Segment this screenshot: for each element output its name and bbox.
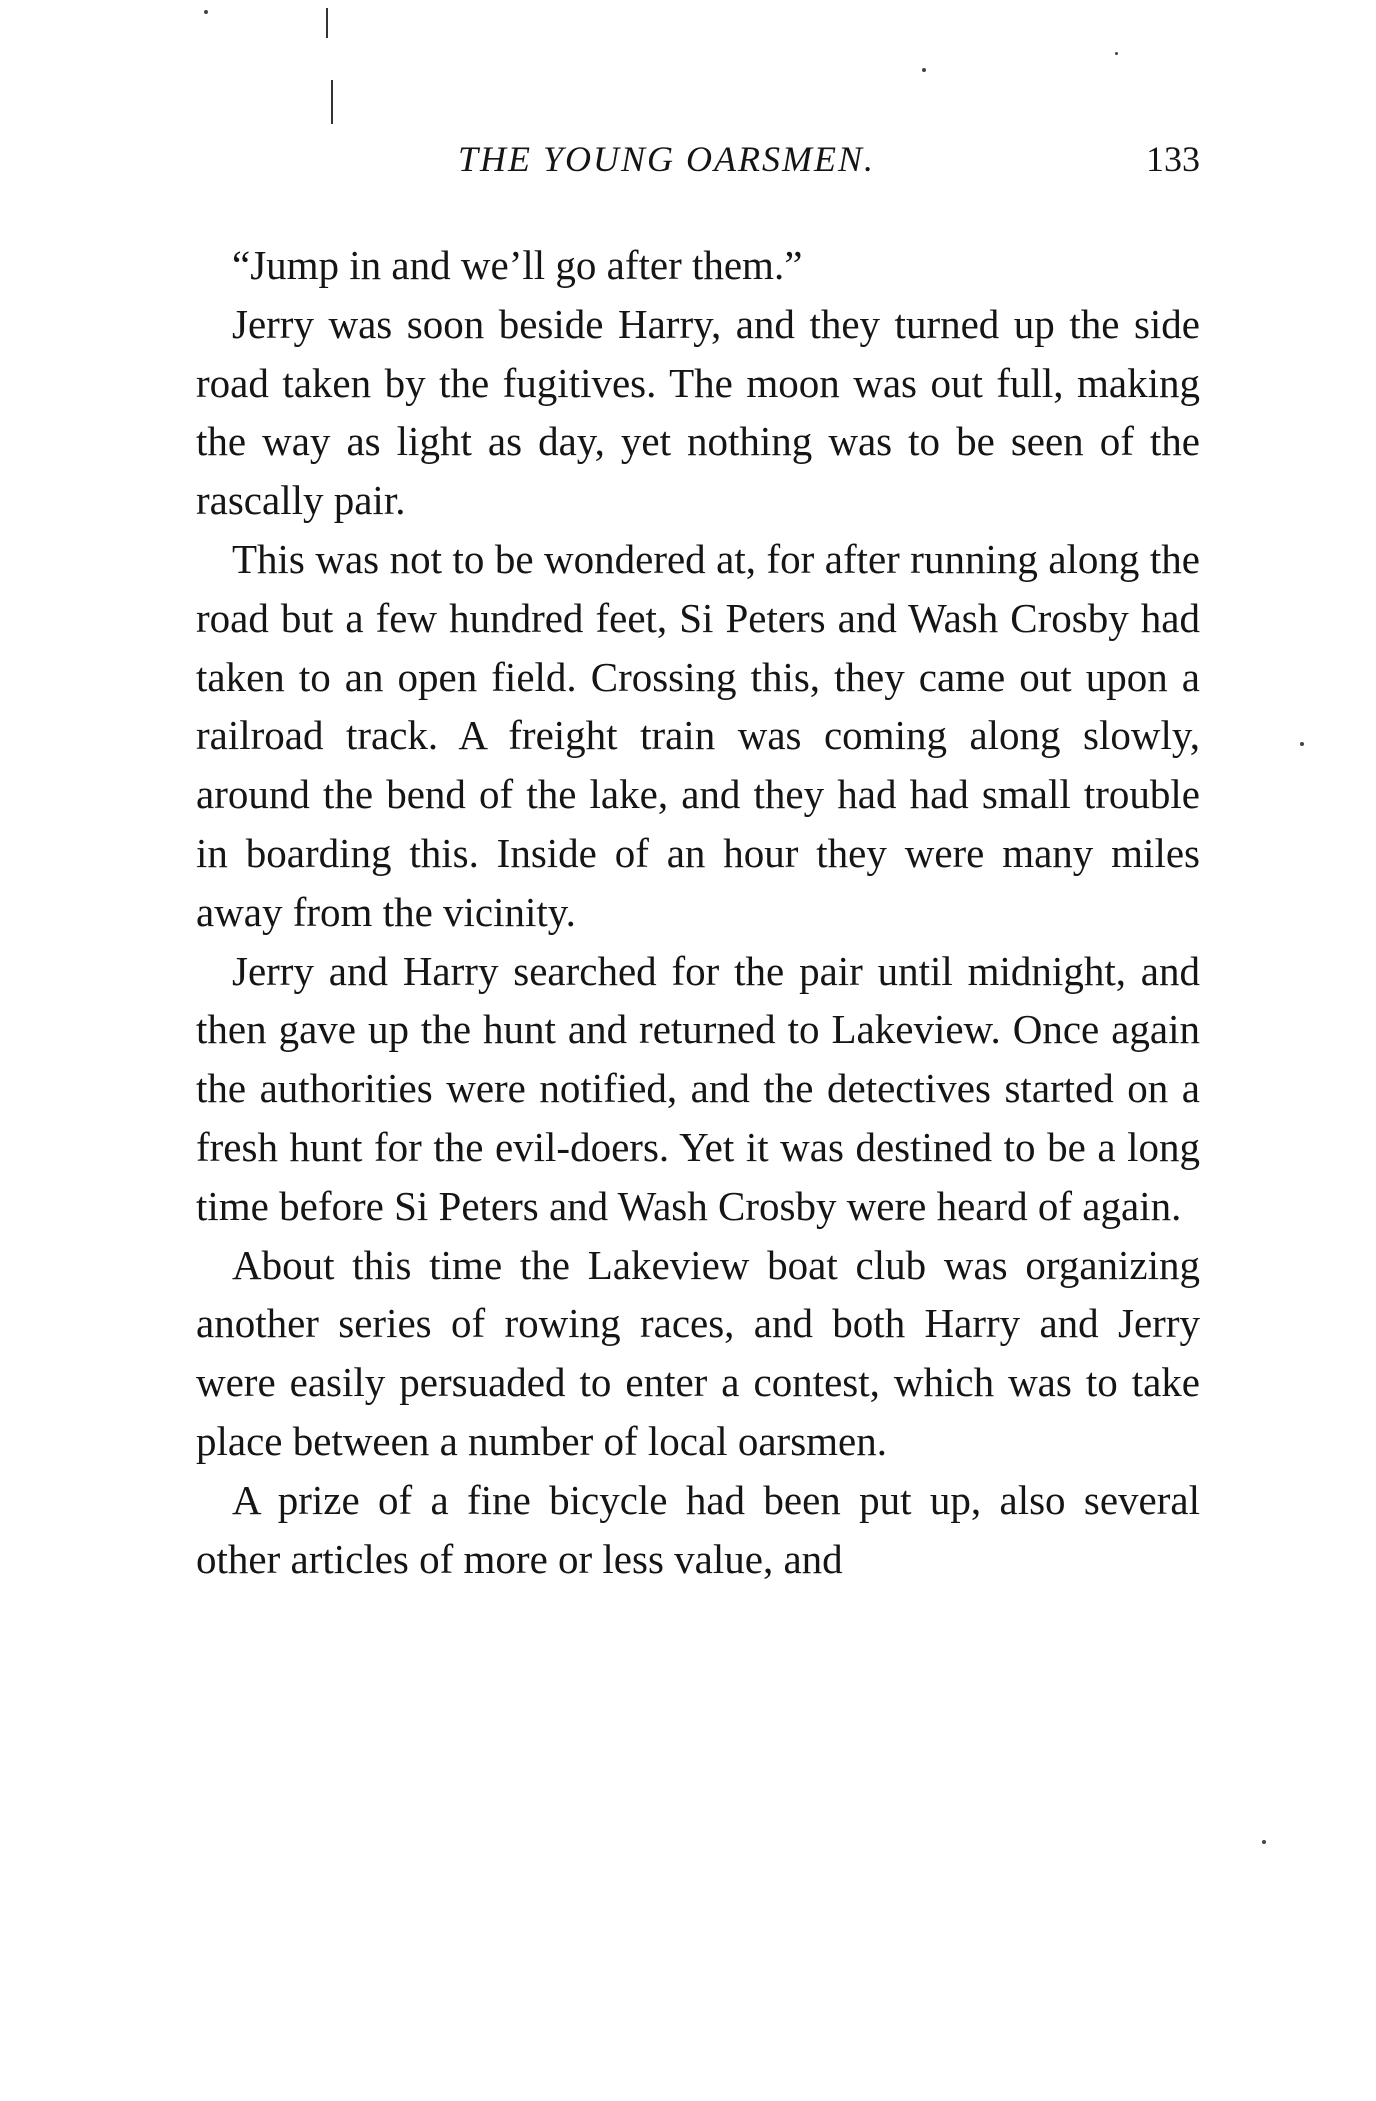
margin-mark [331, 80, 333, 124]
page-number: 133 [1146, 139, 1200, 179]
margin-mark [326, 8, 328, 38]
dust-speck [1300, 742, 1304, 746]
dust-speck [204, 10, 208, 14]
running-title: THE YOUNG OARSMEN. [458, 139, 876, 179]
dust-speck [922, 68, 926, 72]
body-text [196, 236, 1200, 1588]
paragraph: “Jump in and we’ll go after them.” [232, 242, 803, 288]
page-header [196, 138, 1200, 188]
paragraph: Jerry was soon beside Harry, and they turned up the side road taken by the fugitives. The moon was out full, making the way as light as day, yet nothing was to be seen of the rascally pair. [196, 300, 1200, 524]
dust-speck [1115, 52, 1118, 55]
paragraph: This was not to be wondered at, for after running along the road but a few hundred feet, Si Peters and Wash Crosby had taken to an open field. Crossing this, they came out upon a railroad track. A freight train was coming along slowly, around the bend of the lake, and they had had small trouble in boarding this. Inside of an hour they were many miles away from the vicinity. [196, 535, 1200, 935]
paragraph: About this time the Lakeview boat club was organizing another series of rowing races, and both Harry and Jerry were easily persuaded to enter a contest, which was to take place between a number of local oarsmen. [196, 1241, 1200, 1464]
paragraph: A prize of a fine bicycle had been put up, also several other articles of more or less value, and [196, 1476, 1200, 1582]
dust-speck [1262, 1840, 1266, 1844]
paragraph: Jerry and Harry searched for the pair until midnight, and then gave up the hunt and returned to Lakeview. Once again the authorities were notified, and the detectives started on a fresh hunt for the evil-doers. Yet it was destined to be a long time before Si Peters and Wash Crosby were heard of again. [196, 947, 1200, 1229]
